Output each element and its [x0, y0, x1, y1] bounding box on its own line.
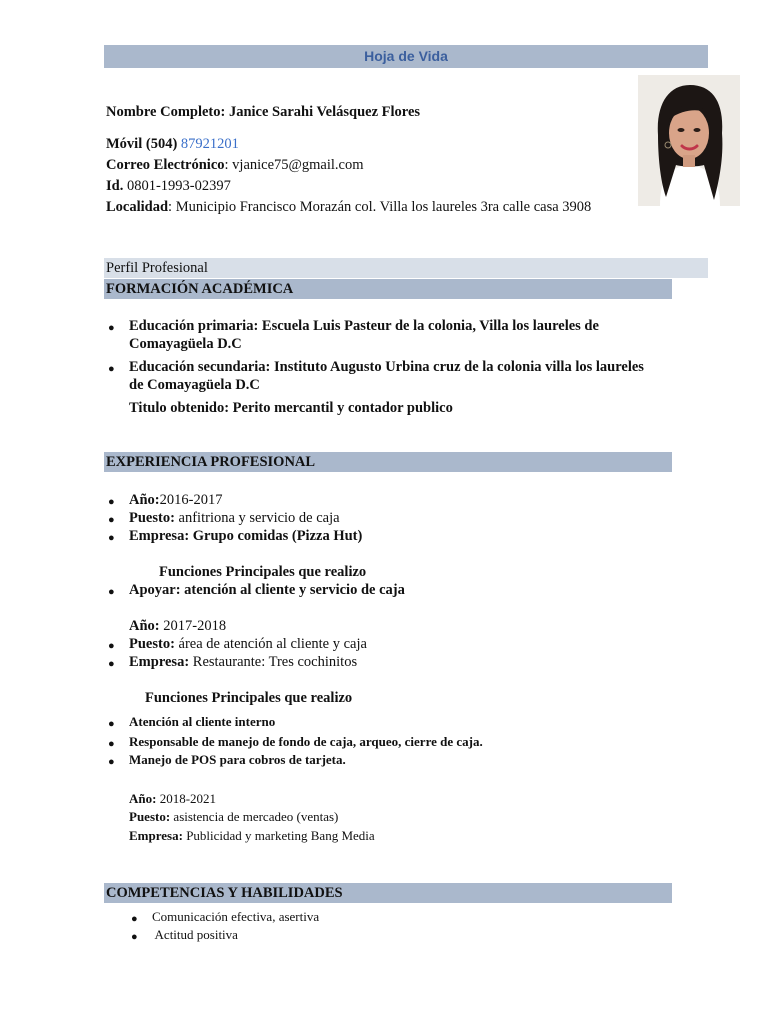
job2-post [129, 636, 367, 653]
profile-section-bar [104, 258, 708, 278]
education-title: FORMACIÓN ACADÉMICA [106, 281, 294, 297]
job3-year [129, 791, 216, 807]
skills-title: COMPETENCIAS Y HABILIDADES [106, 885, 343, 901]
education-section-bar [104, 279, 672, 299]
bullet-icon: ● [108, 514, 115, 526]
name-value: Janice Sarahi Velásquez Flores [228, 104, 421, 120]
education-item-primary-line1: Educación primaria: Escuela Luis Pasteur de la colonia, Villa los laureles de [129, 318, 599, 334]
job1-functions-title: Funciones Principales que realizo [159, 564, 367, 580]
job2-post-value: área de atención al cliente y caja [174, 636, 367, 652]
education-item-primary-line2: Comayagüela D.C [129, 336, 242, 352]
job2-function-item: Manejo de POS para cobros de tarjeta. [129, 752, 346, 767]
job3-post [129, 809, 338, 825]
experience-title: EXPERIENCIA PROFESIONAL [106, 454, 316, 470]
job2-company-label: Empresa: [129, 654, 190, 670]
bullet-icon: ● [131, 931, 138, 943]
job2-year-value: 2017-2018 [159, 618, 227, 634]
profile-label: Perfil Profesional [106, 260, 208, 276]
bullet-icon: ● [108, 322, 115, 334]
job1-year-value: 2016-2017 [159, 492, 223, 508]
job1-function-item: Apoyar: atención al cliente y servicio de caja [129, 582, 405, 598]
skill-item: Comunicación efectiva, asertiva [152, 909, 320, 924]
document-title: Hoja de Vida [104, 45, 708, 68]
job3-company-label: Empresa: [129, 828, 183, 843]
email-value: : vjanice75@gmail.com [224, 157, 364, 173]
phone-label: Móvil (504) [106, 136, 178, 152]
bullet-icon: ● [108, 532, 115, 544]
job1-post [129, 510, 340, 527]
job1-company: Empresa: Grupo comidas (Pizza Hut) [129, 528, 363, 544]
bullet-icon: ● [108, 756, 115, 768]
email-line [106, 157, 364, 174]
job2-company-value: Restaurante: Tres cochinitos [189, 654, 358, 670]
location-label: Localidad [106, 199, 169, 215]
job2-year-label: Año: [129, 618, 160, 634]
location-line [106, 199, 591, 216]
email-label: Correo Electrónico [106, 157, 225, 173]
job2-functions-title: Funciones Principales que realizo [145, 690, 353, 706]
profile-photo [638, 75, 740, 206]
experience-section-bar [104, 452, 672, 472]
job2-function-item: Atención al cliente interno [129, 714, 276, 729]
job3-post-value: asistencia de mercadeo (ventas) [170, 809, 339, 824]
job3-post-label: Puesto: [129, 809, 171, 824]
bullet-icon: ● [108, 738, 115, 750]
person-portrait-icon [638, 75, 740, 206]
job1-year [129, 492, 222, 509]
job1-year-label: Año: [129, 492, 160, 508]
education-item-secondary-line2: de Comayagüela D.C [129, 377, 260, 393]
phone-value[interactable]: 87921201 [180, 136, 239, 152]
education-degree: Titulo obtenido: Perito mercantil y contador publico [129, 400, 453, 416]
bullet-icon: ● [108, 658, 115, 670]
bullet-icon: ● [131, 913, 138, 925]
job3-company-value: Publicidad y marketing Bang Media [182, 828, 375, 843]
job1-post-label: Puesto: [129, 510, 175, 526]
education-item-secondary-line1: Educación secundaria: Instituto Augusto Urbina cruz de la colonia villa los laureles [129, 359, 644, 375]
bullet-icon: ● [108, 363, 115, 375]
location-value: : Municipio Francisco Morazán col. Villa los laureles 3ra calle casa 3908 [168, 199, 592, 215]
job3-year-value: 2018-2021 [156, 791, 217, 806]
job3-company [129, 828, 375, 844]
job2-company [129, 654, 357, 671]
job2-year [129, 618, 226, 635]
job2-function-item: Responsable de manejo de fondo de caja, arqueo, cierre de caja. [129, 734, 483, 749]
job3-year-label: Año: [129, 791, 157, 806]
bullet-icon: ● [108, 586, 115, 598]
name-label: Nombre Completo: [106, 104, 226, 120]
name-line [106, 104, 420, 121]
id-label: Id. [106, 178, 124, 194]
job2-post-label: Puesto: [129, 636, 175, 652]
phone-line [106, 136, 239, 153]
job1-post-value: anfitriona y servicio de caja [174, 510, 340, 526]
bullet-icon: ● [108, 640, 115, 652]
bullet-icon: ● [108, 496, 115, 508]
skill-item: Actitud positiva [152, 927, 238, 942]
bullet-icon: ● [108, 718, 115, 730]
skills-section-bar [104, 883, 672, 903]
id-value: 0801-1993-02397 [126, 178, 231, 194]
id-line [106, 178, 231, 195]
